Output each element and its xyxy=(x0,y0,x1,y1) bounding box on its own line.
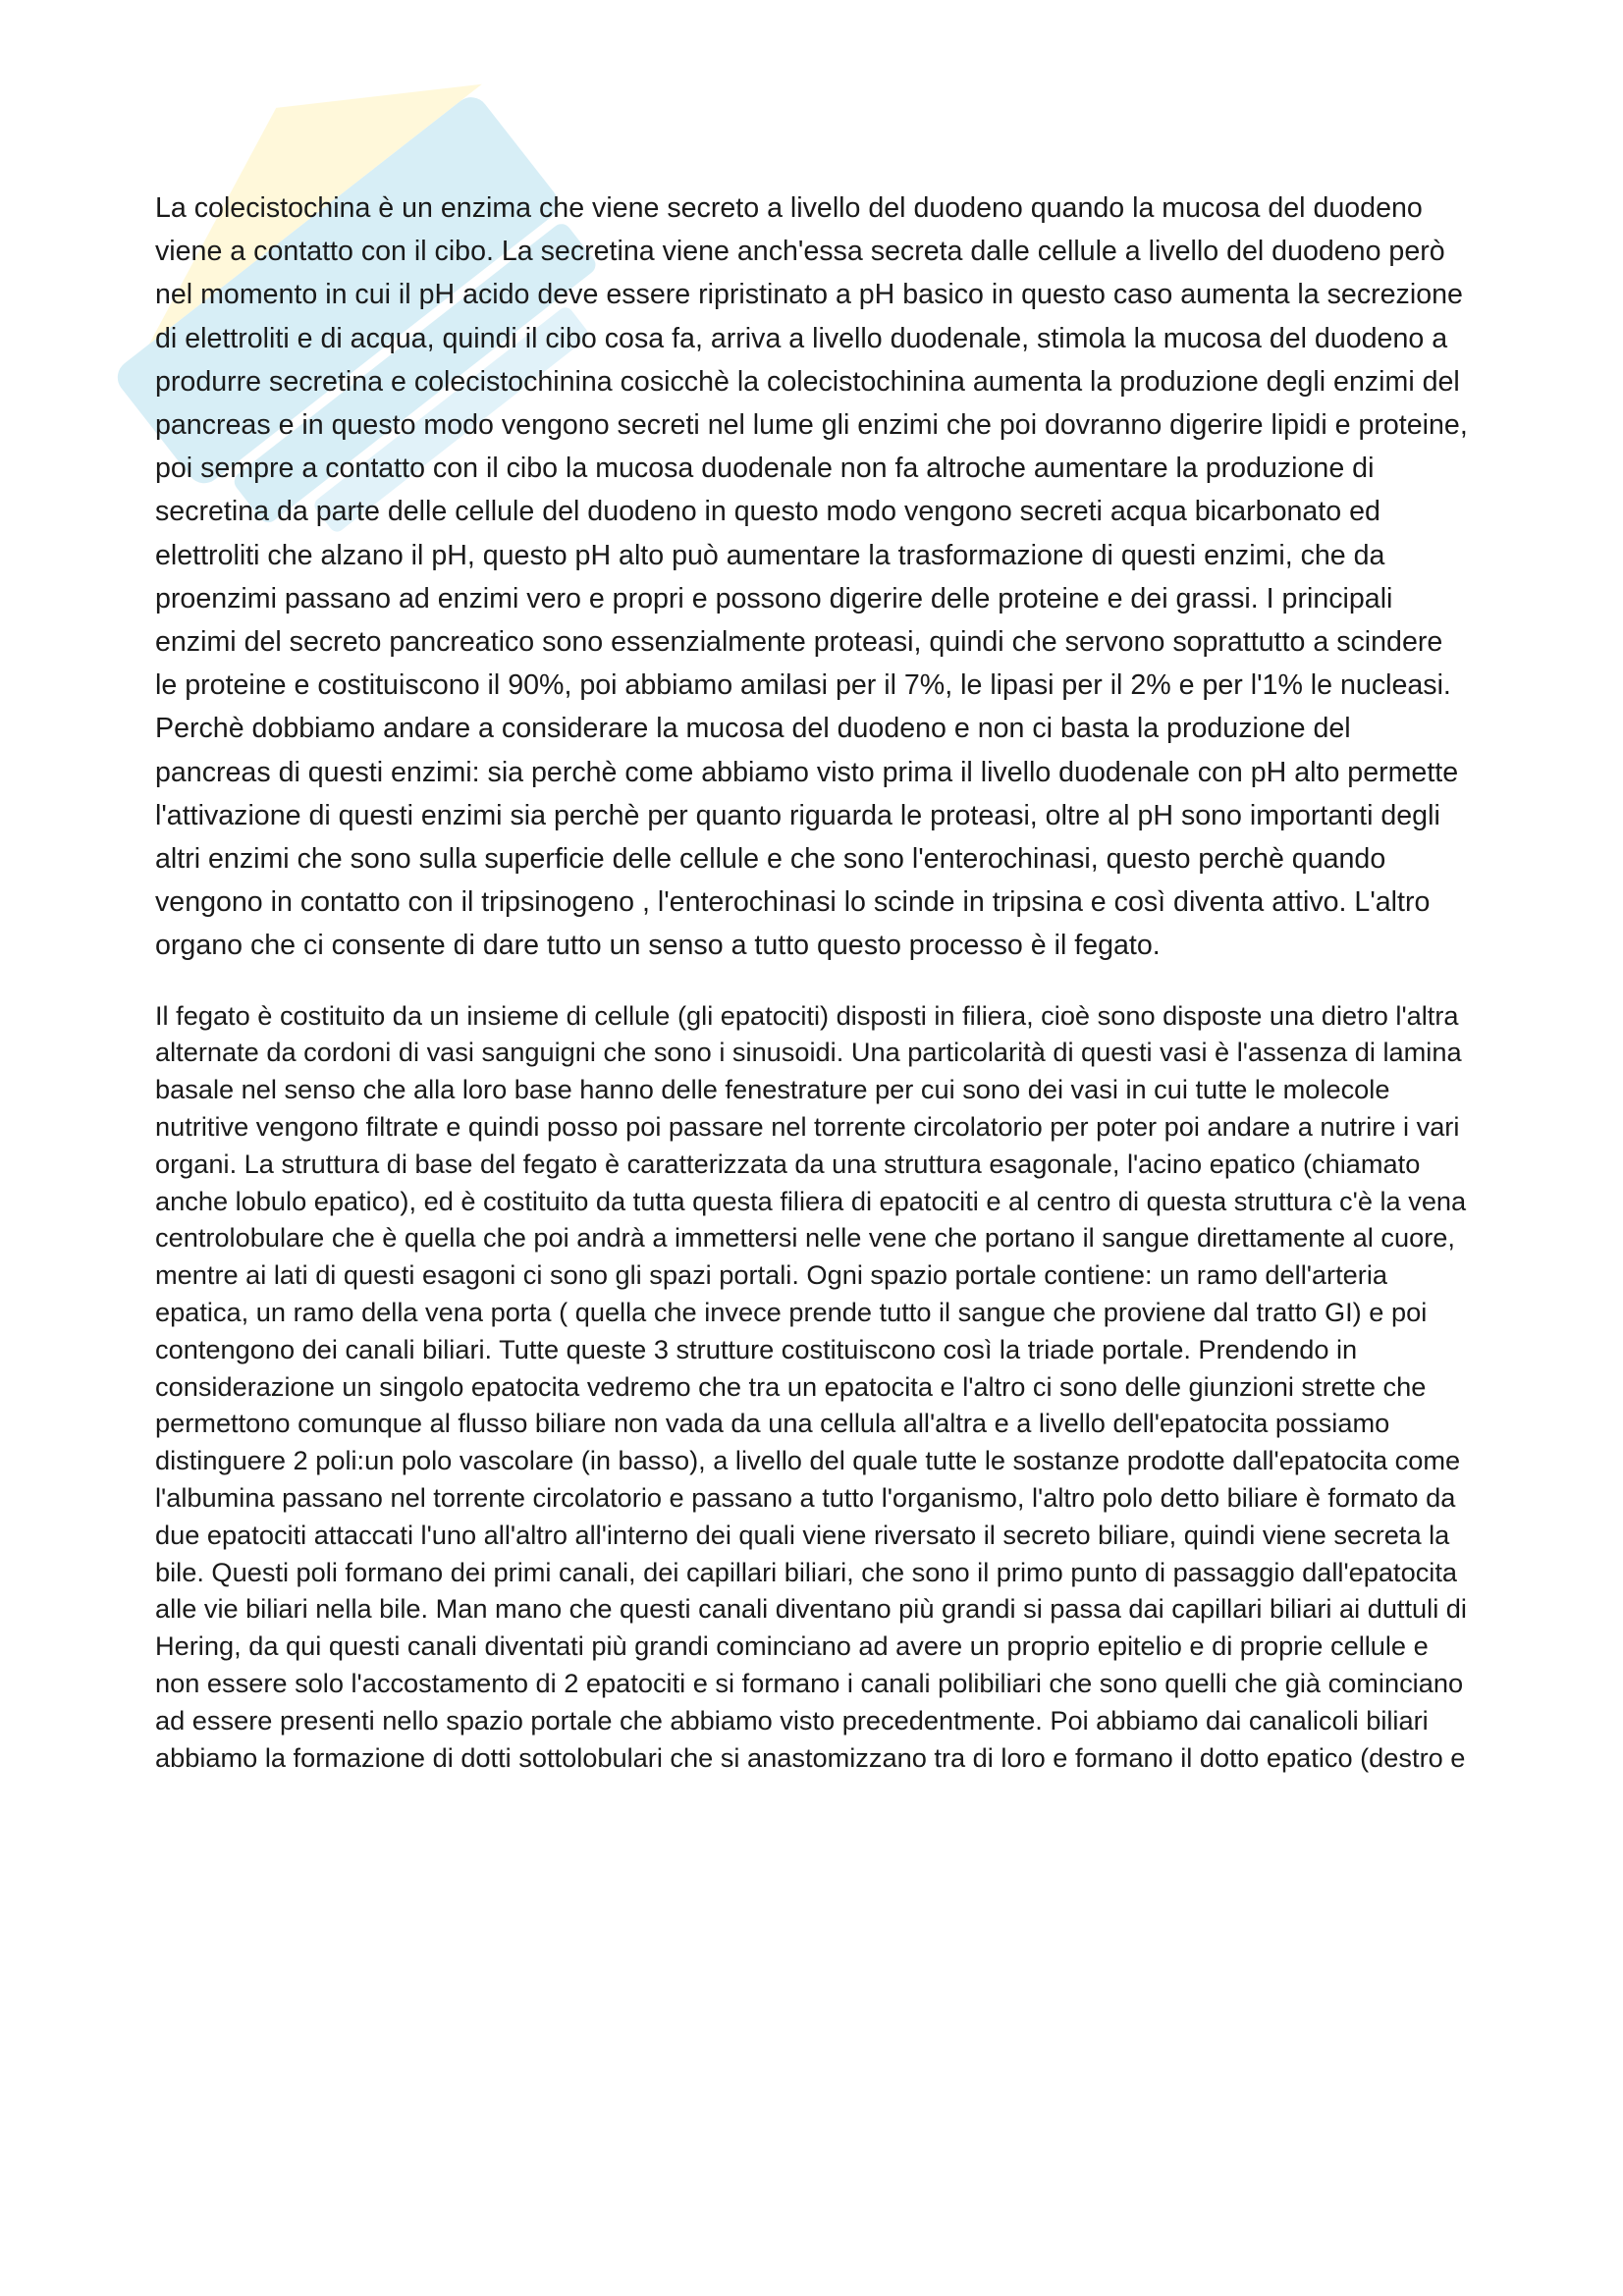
paragraph-liver: Il fegato è costituito da un insieme di cellule (gli epatociti) disposti in filiera, cioè sono disposte una dietro l'altra alternate da cordoni di vasi sanguigni che sono i sinusoidi. Una particolarità di questi vasi è l'assenza di lamina basale nel senso che alla loro base hanno delle fenestrature per cui sono dei vasi in cui tutte le molecole nutritive vengono filtrate e quindi posso poi passare nel torrente circolatorio per poter poi andare a nutrire i vari organi. La struttura di base del fegato è caratterizzata da una struttura esagonale, l'acino epatico (chiamato anche lobulo epatico), ed è costituito da tutta questa filiera di epatociti e al centro di questa struttura c'è la vena centrolobulare che è quella che poi andrà a immettersi nelle vene che portano il sangue direttamente al cuore, mentre ai lati di questi esagoni ci sono gli spazi portali. Ogni spazio portale contiene: un ramo dell'arteria epatica, un ramo della vena porta ( quella che invece prende tutto il sangue che proviene dal tratto GI) e poi contengono dei canali biliari. Tutte queste 3 strutture costituiscono così la triade portale. Prendendo in considerazione un singolo epatocita vedremo che tra un epatocita e l'altro ci sono delle giunzioni strette che permettono comunque al flusso biliare non vada da una cellula all'altra e a livello dell'epatocita possiamo distinguere 2 poli:un polo vascolare (in basso), a livello del quale tutte le sostanze prodotte dall'epatocita come l'albumina passano nel torrente circolatorio e passano a tutto l'organismo, l'altro polo detto biliare è formato da due epatociti attaccati l'uno all'altro all'interno dei quali viene riversato il secreto biliare, quindi viene secreta la bile. Questi poli formano dei primi canali, dei capillari biliari, che sono il primo punto di passaggio dall'epatocita alle vie biliari nella bile. Man mano che questi canali diventano più grandi si passa dai capillari biliari ai duttuli di Hering, da qui questi canali diventati più grandi cominciano ad avere un proprio epitelio e di proprie cellule e non essere solo l'accostamento di 2 epatociti e si formano i canali polibiliari che sono quelli che già cominciano ad essere presenti nello spazio portale che abbiamo visto precedentmente. Poi abbiamo dai canalicoli biliari abbiamo la formazione di dotti sottolobulari che si anastomizzano tra di loro e formano il dotto epatico (destro e xyxy=(155,999,1467,1773)
document-body xyxy=(155,187,1471,1776)
paragraph-pancreas: La colecistochina è un enzima che viene secreto a livello del duodeno quando la mucosa del duodeno viene a contatto con il cibo. La secretina viene anch'essa secreta dalle cellule a livello del duodeno però nel momento in cui il pH acido deve essere ripristinato a pH basico in questo caso aumenta la secrezione di elettroliti e di acqua, quindi il cibo cosa fa, arriva a livello duodenale, stimola la mucosa del duodeno a produrre secretina e colecistochinina cosicchè la colecistochinina aumenta la produzione degli enzimi del pancreas e in questo modo vengono secreti nel lume gli enzimi che poi dovranno digerire lipidi e proteine, poi sempre a contatto con il cibo la mucosa duodenale non fa altroche aumentare la produzione di secretina da parte delle cellule del duodeno in questo modo vengono secreti acqua bicarbonato ed elettroliti che alzano il pH, questo pH alto può aumentare la trasformazione di questi enzimi, che da proenzimi passano ad enzimi vero e propri e possono digerire delle proteine e dei grassi. I principali enzimi del secreto pancreatico sono essenzialmente proteasi, quindi che servono soprattutto a scindere le proteine e costituiscono il 90%, poi abbiamo amilasi per il 7%, le lipasi per il 2% e per l'1% le nucleasi. Perchè dobbiamo andare a considerare la mucosa del duodeno e non ci basta la produzione del pancreas di questi enzimi: sia perchè come abbiamo visto prima il livello duodenale con pH alto permette l'attivazione di questi enzimi sia perchè per quanto riguarda le proteasi, oltre al pH sono importanti degli altri enzimi che sono sulla superficie delle cellule e che sono l'enterochinasi, questo perchè quando vengono in contatto con il tripsinogeno , l'enterochinasi lo scinde in tripsina e così diventa attivo. L'altro organo che ci consente di dare tutto un senso a tutto questo processo è il fegato. xyxy=(155,192,1468,962)
